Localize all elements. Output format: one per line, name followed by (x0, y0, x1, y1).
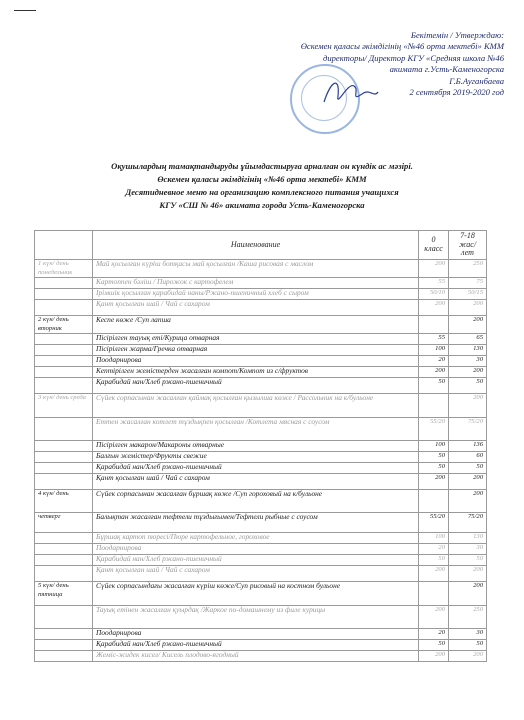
dish-cell: Кеспе көже /Суп лапша (93, 316, 419, 334)
approval-line-2: Өскемен қаласы әкімдігінің «№46 орта мектебі» КММ (300, 41, 504, 52)
approval-line-6: 2 сентября 2019-2020 год (409, 87, 504, 98)
portion-7-18-cell: 30 (449, 356, 487, 367)
table-row (35, 316, 487, 334)
approval-line-1: Бекітемін / Утверждаю: (410, 30, 504, 40)
table-row (35, 418, 487, 441)
table-row (35, 300, 487, 316)
dish-cell: Пісірілген тауық еті/Курица отварная (93, 334, 419, 345)
portion-0-cell: 200 (419, 606, 449, 629)
table-row (35, 289, 487, 300)
day-cell (35, 345, 93, 356)
table-row (35, 533, 487, 544)
portion-7-18-cell: 200 (449, 490, 487, 513)
portion-0-cell: 50 (419, 463, 449, 474)
portion-0-cell: 55 (419, 334, 449, 345)
day-cell (35, 278, 93, 289)
dish-cell: Май қосылған күріш ботқасы май қосылған /Каша рисовая с маслом (93, 260, 419, 278)
dish-cell: Поодарнирова (93, 356, 419, 367)
portion-7-18-cell: 200 (449, 582, 487, 606)
table-row (35, 334, 487, 345)
day-cell (35, 606, 93, 629)
table-row (35, 629, 487, 640)
dish-cell: Кептірілген жемістерден жасалған компот/Компот из с/фруктов (93, 367, 419, 378)
table-row (35, 378, 487, 394)
table-row (35, 278, 487, 289)
dish-cell: Қант қосылған шай / Чай с сахаром (93, 566, 419, 582)
dish-cell: Картоппен бәліш / Пирожок с картофелем (93, 278, 419, 289)
table-row (35, 544, 487, 555)
day-cell (35, 356, 93, 367)
portion-0-cell: 100 (419, 345, 449, 356)
portion-7-18-cell: 30 (449, 544, 487, 555)
day-cell (35, 378, 93, 394)
table-row (35, 474, 487, 490)
portion-0-cell: 50 (419, 640, 449, 651)
header-col-0: 0 класс (419, 231, 449, 260)
dish-cell: Пісірілген жарма/Гречка отварная (93, 345, 419, 356)
portion-7-18-cell: 50/15 (449, 289, 487, 300)
day-cell (35, 555, 93, 566)
table-row (35, 513, 487, 533)
portion-0-cell (419, 316, 449, 334)
portion-7-18-cell: 130 (449, 533, 487, 544)
portion-0-cell: 200 (419, 300, 449, 316)
portion-7-18-cell: 200 (449, 300, 487, 316)
day-cell (35, 300, 93, 316)
dish-cell: Сүйек сорпасындағы жасалған күріш көже/Суп рисовый на костном бульоне (93, 582, 419, 606)
dish-cell: Тауық етінен жасалған қуырдақ /Жаркое по-домашнему из филе курицы (93, 606, 419, 629)
day-cell (35, 651, 93, 662)
day-cell (35, 463, 93, 474)
table-row (35, 452, 487, 463)
portion-7-18-cell: 50 (449, 378, 487, 394)
table-row (35, 394, 487, 418)
day-cell (35, 418, 93, 441)
table-row (35, 651, 487, 662)
portion-7-18-cell: 200 (449, 316, 487, 334)
title-line-2: Өскемен қаласы әкімдігінің «№46 орта мектебі» КММ (157, 174, 367, 184)
day-cell (35, 629, 93, 640)
table-row (35, 356, 487, 367)
portion-0-cell: 200 (419, 651, 449, 662)
portion-0-cell: 200 (419, 566, 449, 582)
portion-0-cell: 20 (419, 629, 449, 640)
day-cell (35, 334, 93, 345)
table-row (35, 555, 487, 566)
dish-cell: Сүйек сорпасынан жасалған қаймақ қосылған қызылша көже / Рассольник на к/бульоне (93, 394, 419, 418)
portion-0-cell: 200 (419, 367, 449, 378)
header-day (35, 231, 93, 260)
title-line-4: КГУ «СШ № 46» акимата города Усть-Каменогорска (159, 200, 365, 210)
portion-7-18-cell: 50 (449, 463, 487, 474)
day-cell (35, 533, 93, 544)
portion-7-18-cell: 50 (449, 555, 487, 566)
portion-0-cell (419, 582, 449, 606)
day-cell (35, 367, 93, 378)
dish-cell: Жеміс-жидек кисел/ Кисель плодово-ягодный (93, 651, 419, 662)
portion-7-18-cell: 130 (449, 345, 487, 356)
portion-0-cell: 200 (419, 474, 449, 490)
table-row (35, 490, 487, 513)
table-row (35, 640, 487, 651)
portion-0-cell (419, 490, 449, 513)
dish-cell: Қант қосылған шай / Чай с сахаром (93, 474, 419, 490)
dish-cell: Еттен жасалған котлет тұздықпен қосылған /Котлета мясная с соусом (93, 418, 419, 441)
portion-7-18-cell: 200 (449, 474, 487, 490)
dish-cell: Пісірілген макарон/Макароны отварные (93, 441, 419, 452)
approval-line-4: акимата г.Усть-Каменогорска (389, 64, 504, 75)
table-row (35, 566, 487, 582)
portion-0-cell: 50/10 (419, 289, 449, 300)
portion-7-18-cell: 200 (449, 394, 487, 418)
dish-cell: Балғын жемістер/Фрукты свежие (93, 452, 419, 463)
portion-7-18-cell: 136 (449, 441, 487, 452)
header-name: Наименование (93, 231, 419, 260)
dish-cell: Қарабидай нан/Хлеб ржано-пшеничный (93, 640, 419, 651)
portion-7-18-cell: 65 (449, 334, 487, 345)
dish-cell: Қарабидай нан/Хлеб ржано-пшеничный (93, 378, 419, 394)
portion-0-cell: 55 (419, 278, 449, 289)
table-row (35, 582, 487, 606)
portion-0-cell: 20 (419, 544, 449, 555)
portion-0-cell: 55/20 (419, 418, 449, 441)
portion-7-18-cell: 75/20 (449, 513, 487, 533)
portion-7-18-cell: 75 (449, 278, 487, 289)
dish-cell: Поодарнирова (93, 629, 419, 640)
menu-body (35, 260, 487, 662)
dish-cell: Бұршақ картоп пюресі/Пюре картофельное, гороховое (93, 533, 419, 544)
dish-cell: Қант қосылған шай / Чай с сахаром (93, 300, 419, 316)
portion-7-18-cell: 60 (449, 452, 487, 463)
table-row (35, 345, 487, 356)
portion-0-cell: 50 (419, 555, 449, 566)
dish-cell: Қарабидай нан/Хлеб ржано-пшеничный (93, 463, 419, 474)
portion-7-18-cell: 200 (449, 566, 487, 582)
approval-line-3: директоры/ Директор КГУ «Средняя школа №46 (322, 52, 504, 63)
day-cell (35, 640, 93, 651)
dish-cell: Поодарнирова (93, 544, 419, 555)
portion-0-cell (419, 394, 449, 418)
title-line-3: Десятидневное меню на организацию комплексного питания учащихся (125, 187, 399, 197)
table-header-row (35, 231, 487, 260)
table-row (35, 441, 487, 452)
dish-cell: Балықтан жасалған тефтели тұздығымен/Тефтели рыбные с соусом (93, 513, 419, 533)
portion-7-18-cell: 200 (449, 367, 487, 378)
dish-cell: Қарабидай нан/Хлеб ржано-пшеничный (93, 555, 419, 566)
day-cell (35, 474, 93, 490)
day-cell: 1 күн/ день понедельник (35, 260, 93, 278)
day-cell (35, 566, 93, 582)
portion-7-18-cell: 30 (449, 629, 487, 640)
day-cell (35, 289, 93, 300)
portion-0-cell: 55/20 (419, 513, 449, 533)
table-row (35, 260, 487, 278)
portion-0-cell: 50 (419, 452, 449, 463)
portion-7-18-cell: 200 (449, 651, 487, 662)
table-row (35, 463, 487, 474)
portion-0-cell: 100 (419, 441, 449, 452)
portion-0-cell: 20 (419, 356, 449, 367)
portion-7-18-cell: 50 (449, 640, 487, 651)
day-cell (35, 544, 93, 555)
title-line-1: Оқушылардың тамақтандыруды ұйымдастыруға арналған он күндік ас мәзірі. (111, 161, 413, 171)
header-col-7-18: 7-18 жас/ лет (449, 231, 487, 260)
day-cell: 2 күн/ день вторник (35, 316, 93, 334)
signature (320, 72, 380, 112)
portion-0-cell: 100 (419, 533, 449, 544)
portion-0-cell: 200 (419, 260, 449, 278)
day-cell: 5 күн/ день пятница (35, 582, 93, 606)
portion-7-18-cell: 75/20 (449, 418, 487, 441)
dish-cell: Сүйек сорпасынан жасалған бұршақ көже /Суп гороховый на к/бульоне (93, 490, 419, 513)
day-cell (35, 452, 93, 463)
approval-line-5: Г.Б.Ауганбаева (449, 75, 504, 86)
portion-0-cell: 50 (419, 378, 449, 394)
day-cell: четверг (35, 513, 93, 533)
menu-table (34, 230, 487, 662)
document-title (0, 160, 524, 212)
corner-mark (14, 10, 36, 11)
table-row (35, 367, 487, 378)
day-cell (35, 441, 93, 452)
portion-7-18-cell: 250 (449, 260, 487, 278)
dish-cell: Ірімшік қосылған қарабидай наны/Ржано-пшеничный хлеб с сыром (93, 289, 419, 300)
portion-7-18-cell: 250 (449, 606, 487, 629)
day-cell: 3 күн/ день среда (35, 394, 93, 418)
day-cell: 4 күн/ день (35, 490, 93, 513)
table-row (35, 606, 487, 629)
